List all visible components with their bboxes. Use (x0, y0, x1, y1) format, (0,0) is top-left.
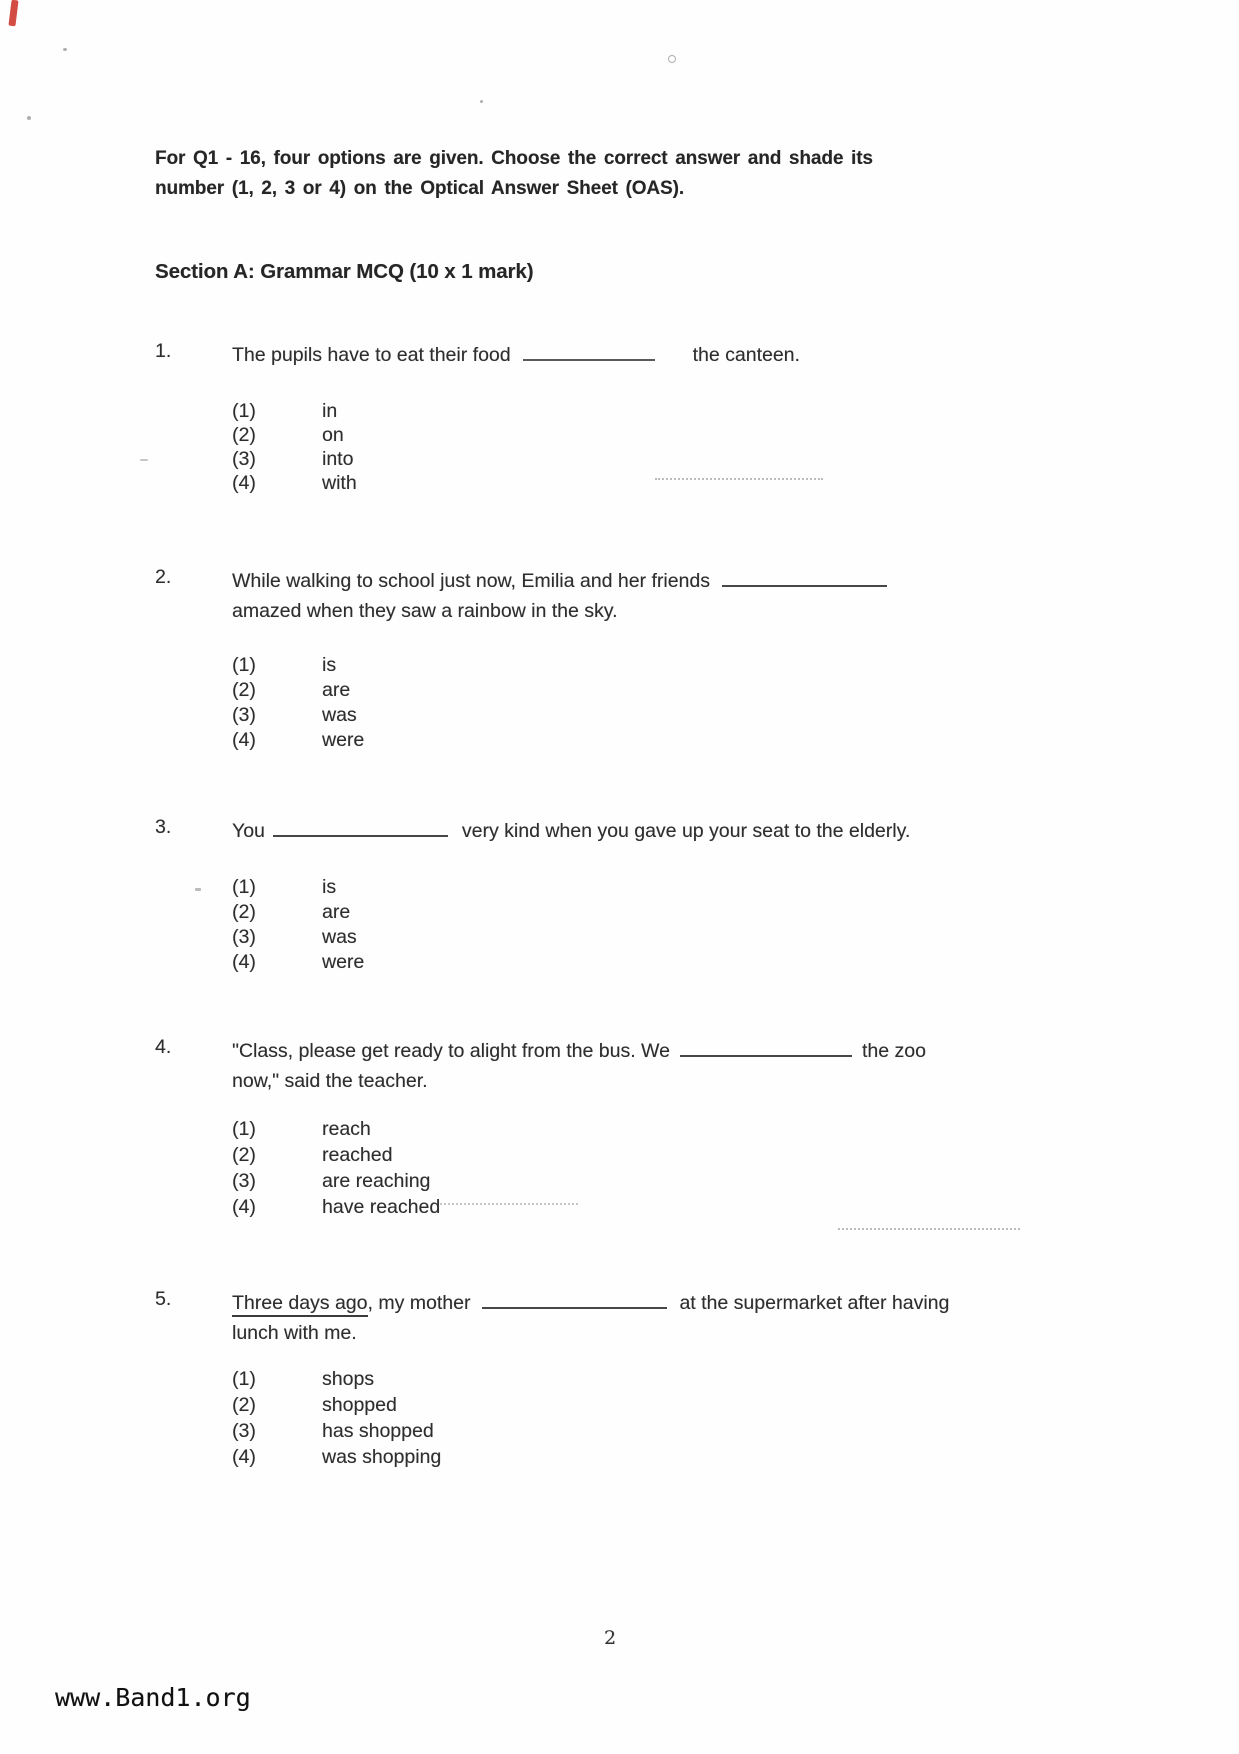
watermark-url: www.Band1.org (55, 1683, 251, 1712)
option-text: shopped (322, 1394, 397, 1416)
instructions-line-2: number (1, 2, 3 or 4) on the Optical Answer Sheet (OAS). (155, 178, 685, 199)
option-row (232, 1116, 440, 1142)
stem-line-2: now," said the teacher. (232, 1070, 428, 1092)
question-2-options (232, 653, 364, 753)
option-row (232, 1142, 440, 1168)
option-text: have reached (322, 1196, 441, 1218)
answer-blank (482, 1294, 667, 1309)
question-3-options (232, 875, 364, 975)
question-5 (0, 1288, 1140, 1348)
question-number: 2. (155, 566, 172, 588)
option-row (232, 1168, 440, 1194)
question-stem (232, 1036, 1140, 1096)
option-number: (3) (232, 448, 256, 470)
question-1 (0, 340, 1140, 370)
question-3 (0, 816, 1140, 846)
option-text: reach (322, 1118, 371, 1140)
stem-text-before-blank: The pupils have to eat their food (232, 344, 511, 366)
stem-text-before-blank: , my mother (367, 1292, 471, 1314)
option-row (232, 875, 364, 900)
option-number: (1) (232, 1118, 256, 1140)
option-row (232, 1444, 441, 1470)
question-1-options (232, 399, 357, 495)
option-number: (1) (232, 876, 256, 898)
option-text: was (322, 704, 357, 726)
question-stem (232, 340, 1140, 370)
scan-speck (27, 116, 31, 120)
option-number: (2) (232, 901, 256, 923)
option-row (232, 1392, 441, 1418)
option-number: (2) (232, 1144, 256, 1166)
option-number: (4) (232, 1446, 256, 1468)
scan-dotted-line (838, 1228, 1020, 1230)
question-5-options (232, 1366, 441, 1470)
option-row (232, 925, 364, 950)
option-row (232, 653, 364, 678)
question-4-options (232, 1116, 440, 1220)
stem-line-2: lunch with me. (232, 1322, 357, 1344)
scan-speck (480, 100, 483, 103)
question-number: 4. (155, 1036, 172, 1058)
option-row (232, 423, 357, 447)
option-number: (2) (232, 424, 256, 446)
scan-speck (140, 459, 148, 461)
option-number: (3) (232, 926, 256, 948)
option-text: has shopped (322, 1420, 434, 1442)
answer-blank (273, 822, 448, 837)
option-number: (1) (232, 400, 256, 422)
question-stem (232, 816, 1140, 846)
scan-dotted-line (655, 478, 823, 480)
option-row (232, 678, 364, 703)
option-row (232, 471, 357, 495)
option-text: shops (322, 1368, 375, 1390)
option-row (232, 1194, 440, 1220)
option-row (232, 447, 357, 471)
stem-text-after-blank: very kind when you gave up your seat to the elderly. (461, 820, 911, 842)
option-row (232, 950, 364, 975)
scan-dotted-line (440, 1203, 578, 1205)
scan-speck (668, 55, 676, 63)
stem-text-before-blank: While walking to school just now, Emilia and her friends (232, 570, 710, 592)
stem-line-2: amazed when they saw a rainbow in the sky. (232, 600, 618, 622)
answer-blank (722, 572, 887, 587)
option-row (232, 728, 364, 753)
scan-speck (63, 48, 67, 51)
option-text: are (322, 679, 351, 701)
exam-instructions (155, 144, 995, 204)
question-number: 5. (155, 1288, 172, 1310)
red-scan-mark (8, 0, 18, 26)
question-4 (0, 1036, 1140, 1096)
option-number: (4) (232, 729, 256, 751)
option-text: on (322, 424, 344, 446)
stem-text-after-blank: at the supermarket after having (679, 1292, 950, 1314)
option-text: was (322, 926, 357, 948)
option-row (232, 703, 364, 728)
section-title: Section A: Grammar MCQ (10 x 1 mark) (155, 260, 534, 283)
option-text: into (322, 448, 354, 470)
answer-blank (680, 1042, 852, 1057)
option-text: is (322, 876, 337, 898)
option-row (232, 900, 364, 925)
option-row (232, 399, 357, 423)
option-text: reached (322, 1144, 393, 1166)
page-number: 2 (604, 1627, 617, 1649)
question-stem (232, 1288, 1140, 1348)
option-number: (3) (232, 1170, 256, 1192)
option-text: is (322, 654, 337, 676)
option-number: (2) (232, 679, 256, 701)
option-text: in (322, 400, 338, 422)
option-number: (1) (232, 1368, 256, 1390)
instructions-line-1: For Q1 - 16, four options are given. Choose the correct answer and shade its (155, 148, 873, 169)
option-number: (3) (232, 1420, 256, 1442)
option-row (232, 1366, 441, 1392)
option-number: (4) (232, 1196, 256, 1218)
stem-text-before-blank: "Class, please get ready to alight from the bus. We (232, 1040, 670, 1062)
option-text: are reaching (322, 1170, 431, 1192)
stem-text-after-blank: the canteen. (692, 344, 800, 366)
option-number: (4) (232, 472, 256, 494)
question-number: 1. (155, 340, 172, 362)
scan-speck (195, 888, 201, 891)
stem-text-after-blank: the zoo (861, 1040, 926, 1062)
option-text: with (322, 472, 357, 494)
option-text: were (322, 951, 365, 973)
option-text: was shopping (322, 1446, 442, 1468)
option-row (232, 1418, 441, 1444)
stem-underlined-text: Three days ago (232, 1292, 368, 1317)
option-text: were (322, 729, 365, 751)
option-number: (3) (232, 704, 256, 726)
question-2 (0, 566, 1140, 626)
answer-blank (523, 346, 655, 361)
question-stem (232, 566, 1140, 626)
question-number: 3. (155, 816, 172, 838)
stem-text-before-blank: You (232, 820, 265, 842)
option-number: (1) (232, 654, 256, 676)
option-text: are (322, 901, 351, 923)
option-number: (4) (232, 951, 256, 973)
option-number: (2) (232, 1394, 256, 1416)
